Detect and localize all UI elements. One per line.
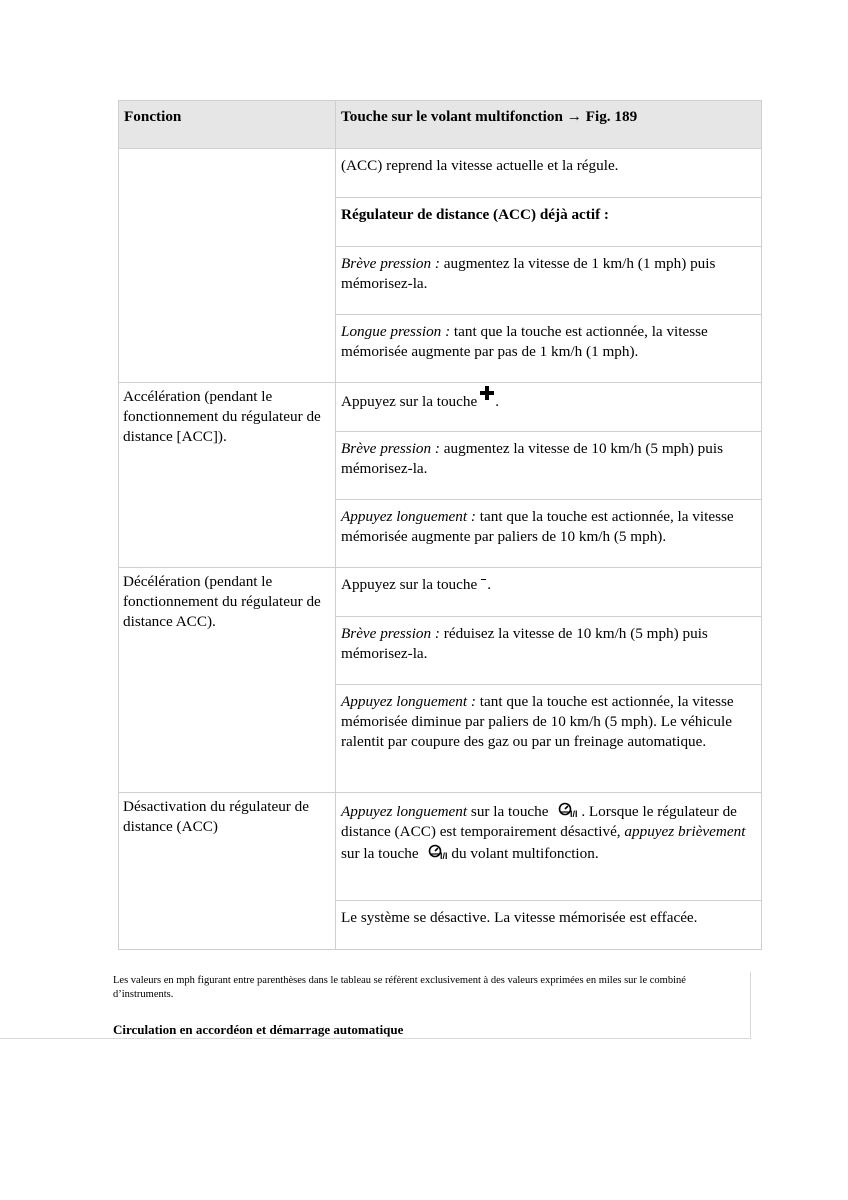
- description-text: .: [495, 393, 500, 410]
- description-text: sur la touche: [467, 803, 553, 820]
- description-text: du volant multifonction.: [451, 845, 599, 862]
- minus-icon: [481, 579, 486, 580]
- description-text: . Lorsque le régulateur de distance (ACC) est temporairement désactivé,: [341, 803, 737, 840]
- table-row: [119, 568, 762, 793]
- footer-section: [110, 972, 751, 1039]
- table-row: [119, 793, 762, 950]
- description-text: sur la touche: [341, 845, 423, 862]
- function-table: [118, 100, 762, 950]
- description-line: [336, 685, 761, 792]
- svg-text:l/l: l/l: [570, 809, 578, 818]
- description-line: [336, 198, 761, 247]
- acc-distance-icon: [428, 844, 450, 860]
- description-text: tant que la touche est actionnée, la vitesse mémorisée augmente par paliers de 10 km/h (5 mph).: [341, 508, 734, 545]
- description-text: Appuyez sur la touche: [341, 576, 478, 593]
- description-emphasis: Longue pression :: [341, 323, 451, 340]
- function-label: Décélération (pendant le fonctionnement du régulateur de distance ACC).: [123, 573, 321, 630]
- table-header-row: [119, 101, 762, 149]
- header-button: Touche sur le volant multifonction → Fig. 189: [336, 101, 762, 149]
- footnote: Les valeurs en mph figurant entre parenthèses dans le tableau se réfèrent exclusivement à des valeurs exprimées en miles sur le combiné d’instruments.: [113, 975, 686, 1000]
- description-text: réduisez la vitesse de 10 km/h (5 mph) puis mémorisez-la.: [341, 625, 708, 662]
- description-text: (ACC) reprend la vitesse actuelle et la régule.: [341, 157, 619, 174]
- description-line: [336, 500, 761, 567]
- description-text: Appuyez sur la touche: [341, 393, 478, 410]
- description-text: .: [487, 576, 492, 593]
- description-line: [336, 149, 761, 198]
- table-row: [119, 383, 762, 568]
- function-cell: [119, 149, 336, 383]
- description-emphasis: Brève pression :: [341, 255, 440, 272]
- description-emphasis: Appuyez longuement :: [341, 693, 476, 710]
- description-text: tant que la touche est actionnée, la vitesse mémorisée augmente par pas de 1 km/h (1 mph).: [341, 323, 708, 360]
- description-line: [336, 617, 761, 685]
- description-line: [336, 901, 761, 949]
- function-label: Accélération (pendant le fonctionnement du régulateur de distance [ACC]).: [123, 388, 321, 445]
- description-line: [336, 383, 761, 432]
- table-row: [119, 149, 762, 383]
- description-emphasis: Appuyez longuement: [341, 803, 468, 820]
- description-line: [336, 247, 761, 315]
- plus-icon: [479, 385, 495, 401]
- description-text: augmentez la vitesse de 1 km/h (1 mph) puis mémorisez-la.: [341, 255, 716, 292]
- description-text: Le système se désactive. La vitesse mémorisée est effacée.: [341, 909, 698, 926]
- description-line: [336, 432, 761, 500]
- svg-text:l/l: l/l: [440, 851, 448, 860]
- description-emphasis: appuyez brièvement: [624, 823, 746, 840]
- description-cell: [336, 793, 762, 950]
- description-heading: Régulateur de distance (ACC) déjà actif :: [341, 206, 609, 223]
- description-line: [336, 568, 761, 617]
- header-function: Fonction: [119, 101, 336, 149]
- description-cell: [336, 568, 762, 793]
- description-line: [336, 793, 761, 901]
- description-cell: [336, 383, 762, 568]
- description-emphasis: Brève pression :: [341, 625, 440, 642]
- description-emphasis: Brève pression :: [341, 440, 440, 457]
- description-emphasis: Appuyez longuement :: [341, 508, 476, 525]
- function-label: Désactivation du régulateur de distance (ACC): [123, 798, 309, 835]
- description-line: [336, 315, 761, 382]
- description-text: augmentez la vitesse de 10 km/h (5 mph) puis mémorisez-la.: [341, 440, 723, 477]
- function-cell: [119, 793, 336, 950]
- divider: [0, 1038, 110, 1039]
- acc-distance-icon: [558, 802, 580, 818]
- function-cell: [119, 383, 336, 568]
- description-text: tant que la touche est actionnée, la vitesse mémorisée diminue par paliers de 10 km/h (5 mph). Le véhicule ralentit par coupure des gaz ou par un freinage automatique.: [341, 693, 734, 750]
- description-cell: [336, 149, 762, 383]
- function-cell: [119, 568, 336, 793]
- section-heading: Circulation en accordéon et démarrage automatique: [113, 1022, 404, 1037]
